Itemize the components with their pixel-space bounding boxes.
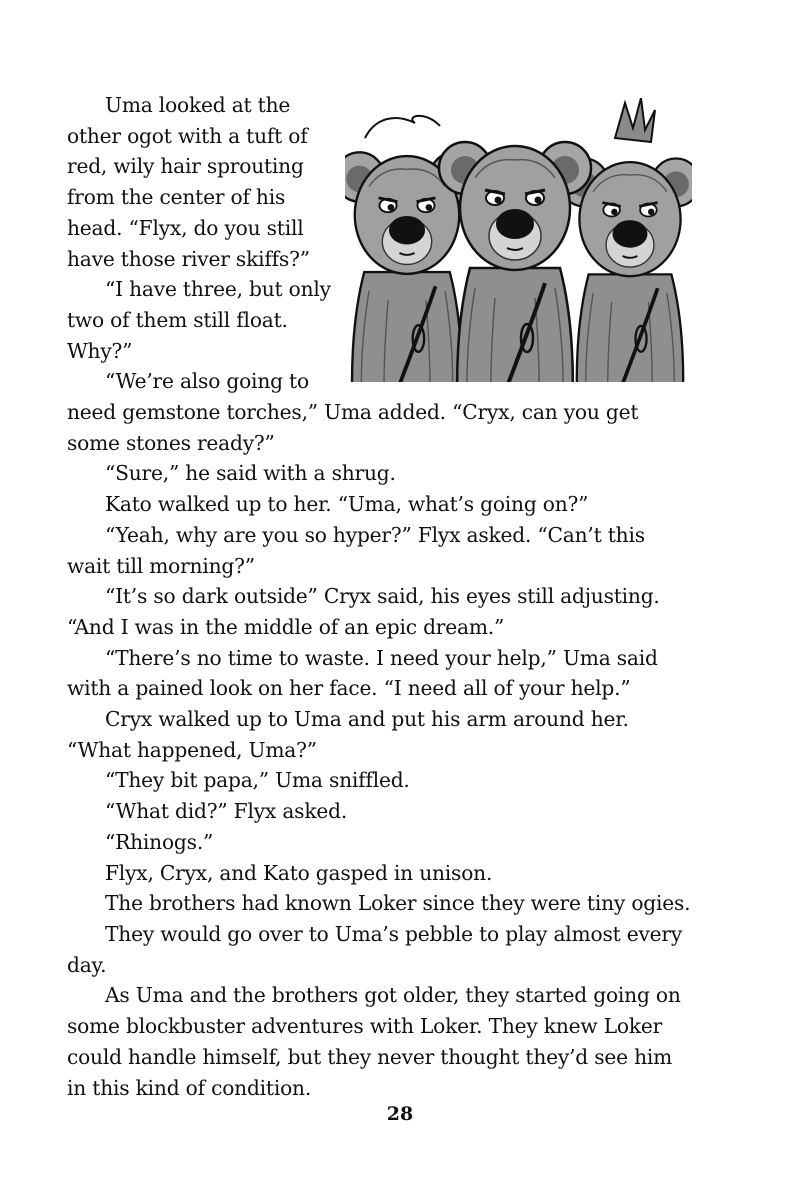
ogot-center — [439, 142, 591, 382]
ogot-brothers-illustration — [345, 98, 692, 382]
paragraph: “They bit papa,” Uma sniffled. — [105, 768, 410, 793]
paragraph: The brothers had known Loker since they were tiny ogies. — [105, 891, 691, 916]
paragraph: As Uma and the brothers got older, they started going on some blockbuster adventures with Loker. They knew Loker could handle himself, but they never thought they’d see him in this kind of condition. — [67, 983, 681, 1100]
paragraph: They would go over to Uma’s pebble to play almost every day. — [67, 921, 683, 977]
paragraph: Flyx, Cryx, and Kato gasped in unison. — [105, 860, 493, 885]
paragraph: “There’s no time to waste. I need your help,” Uma said with a pained look on her face. “I need all of your help.” — [67, 645, 658, 701]
illustration-three-ogots — [345, 98, 692, 382]
ogot-right — [560, 158, 692, 382]
paragraph: “Rhinogs.” — [105, 829, 214, 854]
paragraph: Uma looked at the other ogot with a tuft of red, wily hair sprouting from the center of his head. “Flyx, do you still have those river skiffs?” — [67, 93, 310, 271]
body-text — [67, 90, 692, 1103]
paragraph: Cryx walked up to Uma and put his arm around her. “What happened, Uma?” — [67, 707, 629, 762]
paragraph: Kato walked up to her. “Uma, what’s going on?” — [105, 492, 589, 517]
paragraph: “What did?” Flyx asked. — [105, 799, 348, 824]
paragraph: “It’s so dark outside” Cryx said, his eyes still adjusting. “And I was in the middle of an epic dream.” — [67, 584, 660, 639]
page-number: 28 — [386, 1103, 414, 1125]
paragraph: “We’re also going to need gemstone torches,” Uma added. “Cryx, can you get some stones ready?” — [67, 369, 639, 455]
paragraph: “Sure,” he said with a shrug. — [105, 461, 396, 486]
paragraph: “I have three, but only two of them still float. Why?” — [67, 277, 331, 363]
paragraph: “Yeah, why are you so hyper?” Flyx asked. “Can’t this wait till morning?” — [67, 522, 645, 578]
